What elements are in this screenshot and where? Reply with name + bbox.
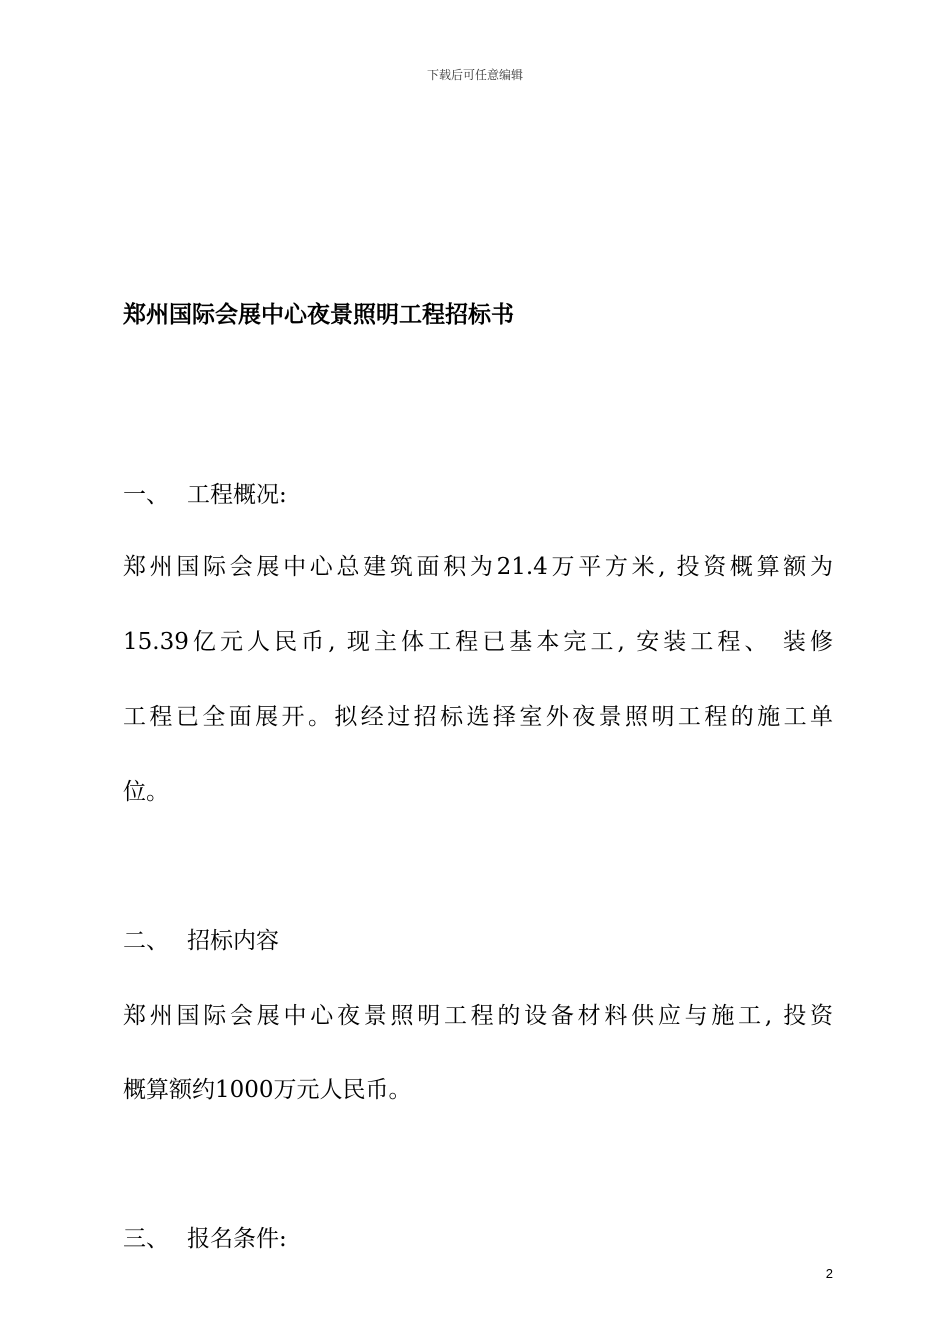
section-title: 招标内容 [187, 928, 279, 954]
paragraph-line: 15.39亿元人民币, 现主体工程已基本完工, 安装工程、 装修 [123, 629, 833, 655]
section-heading-2 [123, 922, 279, 955]
section-title: 报名条件: [187, 1226, 287, 1252]
paragraph-line: 位。 [123, 779, 169, 805]
section-number: 一、 [123, 482, 169, 508]
paragraph-line: 郑州国际会展中心总建筑面积为21.4万平方米, 投资概算额为 [123, 554, 833, 580]
paragraph-line: 工程已全面展开。拟经过招标选择室外夜景照明工程的施工单 [123, 704, 833, 730]
section-title: 工程概况: [187, 482, 287, 508]
page-number: 2 [825, 1266, 833, 1281]
paragraph-line: 郑州国际会展中心夜景照明工程的设备材料供应与施工, 投资 [123, 1003, 833, 1029]
document-title: 郑州国际会展中心夜景照明工程招标书 [123, 302, 514, 328]
section-heading-1 [123, 476, 287, 509]
header-note: 下载后可任意编辑 [426, 68, 523, 82]
section-number: 二、 [123, 928, 169, 954]
paragraph-line: 概算额约1000万元人民币。 [123, 1077, 412, 1103]
section-heading-3 [123, 1220, 287, 1253]
section-number: 三、 [123, 1226, 169, 1252]
